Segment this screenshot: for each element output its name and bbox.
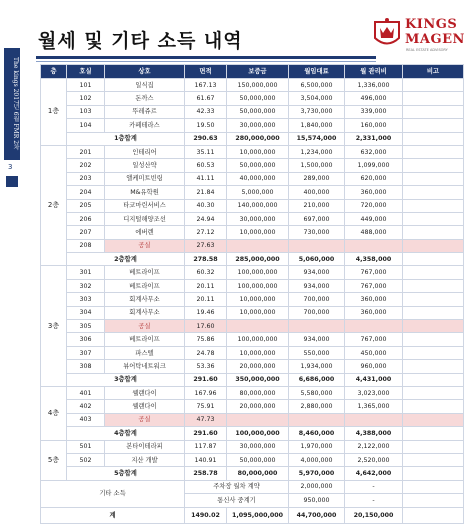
table-cell: 웰랜다이 [105,400,185,413]
subtotal-cell: 4,358,000 [345,253,403,266]
other-income-desc: 주차장 월차 계약 [185,480,289,493]
table-row [41,145,464,158]
table-cell: 360,000 [345,306,403,319]
table-cell: 767,000 [345,279,403,292]
table-cell: 308 [67,360,105,373]
table-cell: M&유학원 [105,186,185,199]
table-cell [403,226,464,239]
table-cell: 30,000,000 [227,440,289,453]
table-cell: 117.87 [185,440,227,453]
floor-cell: 4층 [41,386,67,440]
table-cell: 40.30 [185,199,227,212]
subtotal-cell: 258.78 [185,467,227,480]
table-cell: 303 [67,293,105,306]
logo-kings-text: KINGS [405,17,458,32]
subtotal-row [41,373,464,386]
table-cell: 파스텔 [105,346,185,359]
subtotal-row [41,467,464,480]
table-cell: 1,840,000 [289,119,345,132]
table-cell: 201 [67,145,105,158]
table-cell [403,306,464,319]
logo-subtitle: REAL ESTATE ADVISORY [406,48,448,52]
table-cell: 50,000,000 [227,453,289,466]
table-cell [403,79,464,92]
table-cell: 1,934,000 [289,360,345,373]
floor-cell: 3층 [41,266,67,387]
table-row [41,119,464,132]
subtotal-cell: 2,331,000 [345,132,403,145]
table-cell: 60.53 [185,159,227,172]
table-row [41,159,464,172]
table-cell: 30,000,000 [227,212,289,225]
table-cell: 205 [67,199,105,212]
sidebar [0,0,24,530]
subtotal-cell [403,427,464,440]
table-cell: 20.11 [185,279,227,292]
table-cell: 공실 [105,239,185,252]
table-cell [403,453,464,466]
page-number: 3 [8,163,13,171]
kings-magen-logo [372,14,464,58]
table-cell [227,413,289,426]
table-cell: 3,023,000 [345,386,403,399]
table-cell: 4,000,000 [289,453,345,466]
table-cell: 27.12 [185,226,227,239]
table-cell [289,320,345,333]
other-income-note [403,480,464,493]
table-row [41,92,464,105]
header-cell: 호실 [67,65,105,79]
table-cell: 2,122,000 [345,440,403,453]
table-cell: 450,000 [345,346,403,359]
table-cell [403,266,464,279]
table-cell: 720,000 [345,199,403,212]
table-cell: 302 [67,279,105,292]
subtotal-label: 5층합계 [67,467,185,480]
table-cell [403,105,464,118]
sidebar-vertical-text: The kings 2017년 6월 FMR 2차 [12,57,19,151]
page-title: 월세 및 기타 소득 내역 [38,30,243,52]
table-cell [403,199,464,212]
other-income-label: 기타 소득 [41,480,185,507]
table-row [41,293,464,306]
table-cell: 3,730,000 [289,105,345,118]
table-cell: 50,000,000 [227,105,289,118]
table-cell: 289,000 [289,172,345,185]
table-cell: 203 [67,172,105,185]
grand-total-cell: 44,700,000 [289,507,345,523]
subtotal-cell: 290.63 [185,132,227,145]
table-cell: 102 [67,92,105,105]
subtotal-cell: 280,000,000 [227,132,289,145]
table-cell [403,212,464,225]
table-cell: 1,500,000 [289,159,345,172]
table-cell: 403 [67,413,105,426]
table-cell [345,413,403,426]
table-cell: 42.33 [185,105,227,118]
table-cell [403,239,464,252]
subtotal-cell [403,467,464,480]
table-cell: 본타이테라피 [105,440,185,453]
table-cell: 2,880,000 [289,400,345,413]
grand-total-cell: 1490.02 [185,507,227,523]
grand-total-cell: 1,095,000,000 [227,507,289,523]
table-cell [403,400,464,413]
table-cell: 베트라이프 [105,333,185,346]
subtotal-cell: 4,431,000 [345,373,403,386]
table-cell: 339,000 [345,105,403,118]
table-cell: 697,000 [289,212,345,225]
table-cell: 40,000,000 [227,172,289,185]
title-underline-thin [36,61,376,62]
table-cell [403,320,464,333]
grand-total-row [41,507,464,523]
table-row [41,239,464,252]
subtotal-row [41,427,464,440]
table-cell: 304 [67,306,105,319]
table-row [41,440,464,453]
table-cell: 인테리어 [105,145,185,158]
table-row [41,453,464,466]
table-cell: 17.60 [185,320,227,333]
subtotal-cell: 291.60 [185,427,227,440]
other-income-value: - [345,494,403,507]
table-cell: 104 [67,119,105,132]
table-cell: 공실 [105,413,185,426]
grand-total-cell: 20,150,000 [345,507,403,523]
table-cell: 5,580,000 [289,386,345,399]
table-cell: 100,000,000 [227,333,289,346]
table-cell [403,386,464,399]
subtotal-cell: 8,460,000 [289,427,345,440]
floor-cell: 2층 [41,145,67,266]
table-cell: 150,000,000 [227,79,289,92]
other-income-desc: 통신사 중계기 [185,494,289,507]
table-cell: 타코마린서비스 [105,199,185,212]
other-income-value: 2,000,000 [289,480,345,493]
table-cell: 10,000,000 [227,145,289,158]
table-cell: 21.84 [185,186,227,199]
table-cell [289,413,345,426]
table-cell: 2,520,000 [345,453,403,466]
table-cell: 5,000,000 [227,186,289,199]
table-row [41,400,464,413]
table-cell: 449,000 [345,212,403,225]
table-cell: 35.11 [185,145,227,158]
table-cell: 934,000 [289,279,345,292]
table-cell: 160,000 [345,119,403,132]
table-cell: 30,000,000 [227,119,289,132]
table-cell: 지산 개발 [105,453,185,466]
other-income-value: 950,000 [289,494,345,507]
table-cell: 360,000 [345,293,403,306]
table-cell: 돈까스 [105,92,185,105]
floor-cell: 5층 [41,440,67,480]
table-cell: 700,000 [289,306,345,319]
table-cell: 100,000,000 [227,266,289,279]
table-cell: 80,000,000 [227,386,289,399]
table-cell: 632,000 [345,145,403,158]
sidebar-marker [6,176,18,187]
table-row [41,360,464,373]
table-row [41,413,464,426]
table-cell: 10,000,000 [227,293,289,306]
table-cell [403,186,464,199]
table-cell: 1,365,000 [345,400,403,413]
table-cell: 301 [67,266,105,279]
table-cell: 3,504,000 [289,92,345,105]
table-cell: 207 [67,226,105,239]
table-row [41,79,464,92]
table-cell: 6,500,000 [289,79,345,92]
table-cell: 20,000,000 [227,360,289,373]
table-cell: 10,000,000 [227,346,289,359]
table-cell: 550,000 [289,346,345,359]
table-row [41,386,464,399]
table-cell [403,159,464,172]
subtotal-cell: 100,000,000 [227,427,289,440]
subtotal-label: 4층합계 [67,427,185,440]
table-cell: 208 [67,239,105,252]
table-cell: 20,000,000 [227,400,289,413]
table-cell [403,413,464,426]
table-cell: 210,000 [289,199,345,212]
subtotal-label: 2층합계 [67,253,185,266]
table-cell: 일식집 [105,79,185,92]
header-cell: 층 [41,65,67,79]
floor-cell: 1층 [41,79,67,146]
table-cell: 206 [67,212,105,225]
header-cell: 보증금 [227,65,289,79]
table-row [41,212,464,225]
subtotal-cell: 278.58 [185,253,227,266]
table-cell: 19.50 [185,119,227,132]
table-cell: 10,000,000 [227,306,289,319]
table-cell: 회계사무소 [105,306,185,319]
other-income-note [403,494,464,507]
table-cell: 1,970,000 [289,440,345,453]
table-row [41,226,464,239]
table-cell: 24.94 [185,212,227,225]
crown-shield-icon [372,16,402,50]
subtotal-cell: 291.60 [185,373,227,386]
subtotal-cell: 15,574,000 [289,132,345,145]
table-cell: 496,000 [345,92,403,105]
table-cell: 일성산약 [105,159,185,172]
table-cell: 103 [67,105,105,118]
table-row [41,105,464,118]
table-cell: 167.96 [185,386,227,399]
table-cell: 1,336,000 [345,79,403,92]
subtotal-cell: 6,686,000 [289,373,345,386]
subtotal-cell: 5,970,000 [289,467,345,480]
subtotal-label: 3층합계 [67,373,185,386]
subtotal-cell [403,253,464,266]
table-row [41,333,464,346]
subtotal-row [41,253,464,266]
table-cell: 307 [67,346,105,359]
table-header-row [41,65,464,79]
other-income-value: - [345,480,403,493]
table-cell: 700,000 [289,293,345,306]
table-cell: 400,000 [289,186,345,199]
table-cell [403,346,464,359]
subtotal-cell [403,373,464,386]
subtotal-cell: 4,642,000 [345,467,403,480]
table-cell: 140,000,000 [227,199,289,212]
table-cell: 50,000,000 [227,92,289,105]
table-row [41,346,464,359]
table-cell [227,320,289,333]
table-cell [345,320,403,333]
table-cell: 공실 [105,320,185,333]
subtotal-row [41,132,464,145]
subtotal-cell: 80,000,000 [227,467,289,480]
table-cell: 202 [67,159,105,172]
logo-magen-text: MAGEN [405,32,465,47]
table-cell: 360,000 [345,186,403,199]
table-cell: 50,000,000 [227,159,289,172]
table-row [41,186,464,199]
subtotal-cell: 285,000,000 [227,253,289,266]
table-cell: 베트라이프 [105,266,185,279]
grand-total-label: 계 [41,507,185,523]
title-underline [36,56,376,59]
table-cell: 20.11 [185,293,227,306]
table-cell: 75.86 [185,333,227,346]
table-cell: 75.91 [185,400,227,413]
table-cell [227,239,289,252]
table-cell [403,92,464,105]
table-cell: 140.91 [185,453,227,466]
table-cell: 100,000,000 [227,279,289,292]
subtotal-cell: 5,060,000 [289,253,345,266]
header-cell: 월임대료 [289,65,345,79]
table-cell [403,360,464,373]
table-cell: 뚜레쥬르 [105,105,185,118]
table-cell: 19.46 [185,306,227,319]
table-cell: 501 [67,440,105,453]
table-cell: 53.36 [185,360,227,373]
table-cell: 10,000,000 [227,226,289,239]
table-cell: 167.13 [185,79,227,92]
table-cell [289,239,345,252]
header-cell: 비고 [403,65,464,79]
table-cell: 502 [67,453,105,466]
other-income-row [41,480,464,493]
table-cell [403,119,464,132]
table-cell [403,333,464,346]
table-cell [403,172,464,185]
table-cell: 베트라이프 [105,279,185,292]
table-cell: 305 [67,320,105,333]
table-cell: 204 [67,186,105,199]
table-row [41,320,464,333]
table-cell [403,293,464,306]
table-cell [403,440,464,453]
table-cell: 767,000 [345,266,403,279]
table-row [41,199,464,212]
table-cell: 47.73 [185,413,227,426]
table-cell: 730,000 [289,226,345,239]
table-cell: 디지털해양조선 [105,212,185,225]
table-cell: 488,000 [345,226,403,239]
header-cell: 월 관리비 [345,65,403,79]
table-cell: 60.32 [185,266,227,279]
table-cell: 934,000 [289,266,345,279]
table-cell: 24.78 [185,346,227,359]
table-cell: 1,099,000 [345,159,403,172]
table-row [41,266,464,279]
table-cell: 402 [67,400,105,413]
table-row [41,306,464,319]
header-cell: 상호 [105,65,185,79]
table-cell [345,239,403,252]
table-cell: 934,000 [289,333,345,346]
table-cell: 767,000 [345,333,403,346]
table-cell [403,145,464,158]
table-cell: 401 [67,386,105,399]
table-cell: 카페테라스 [105,119,185,132]
table-cell: 회계사무소 [105,293,185,306]
subtotal-cell: 350,000,000 [227,373,289,386]
table-cell: 27.63 [185,239,227,252]
table-cell: 앨케미트빈링 [105,172,185,185]
header-cell: 면적 [185,65,227,79]
table-row [41,172,464,185]
grand-total-cell [403,507,464,523]
table-cell: 620,000 [345,172,403,185]
table-cell: 1,234,000 [289,145,345,158]
table-row [41,279,464,292]
table-cell [403,279,464,292]
table-cell: 61.67 [185,92,227,105]
table-cell: 뷰어탁네트워크 [105,360,185,373]
income-table [40,64,464,524]
subtotal-cell [403,132,464,145]
table-cell: 960,000 [345,360,403,373]
table-cell: 에버렌 [105,226,185,239]
table-cell: 101 [67,79,105,92]
table-cell: 웰랜다이 [105,386,185,399]
table-cell: 306 [67,333,105,346]
table-cell: 41.11 [185,172,227,185]
subtotal-label: 1층합계 [67,132,185,145]
subtotal-cell: 4,388,000 [345,427,403,440]
